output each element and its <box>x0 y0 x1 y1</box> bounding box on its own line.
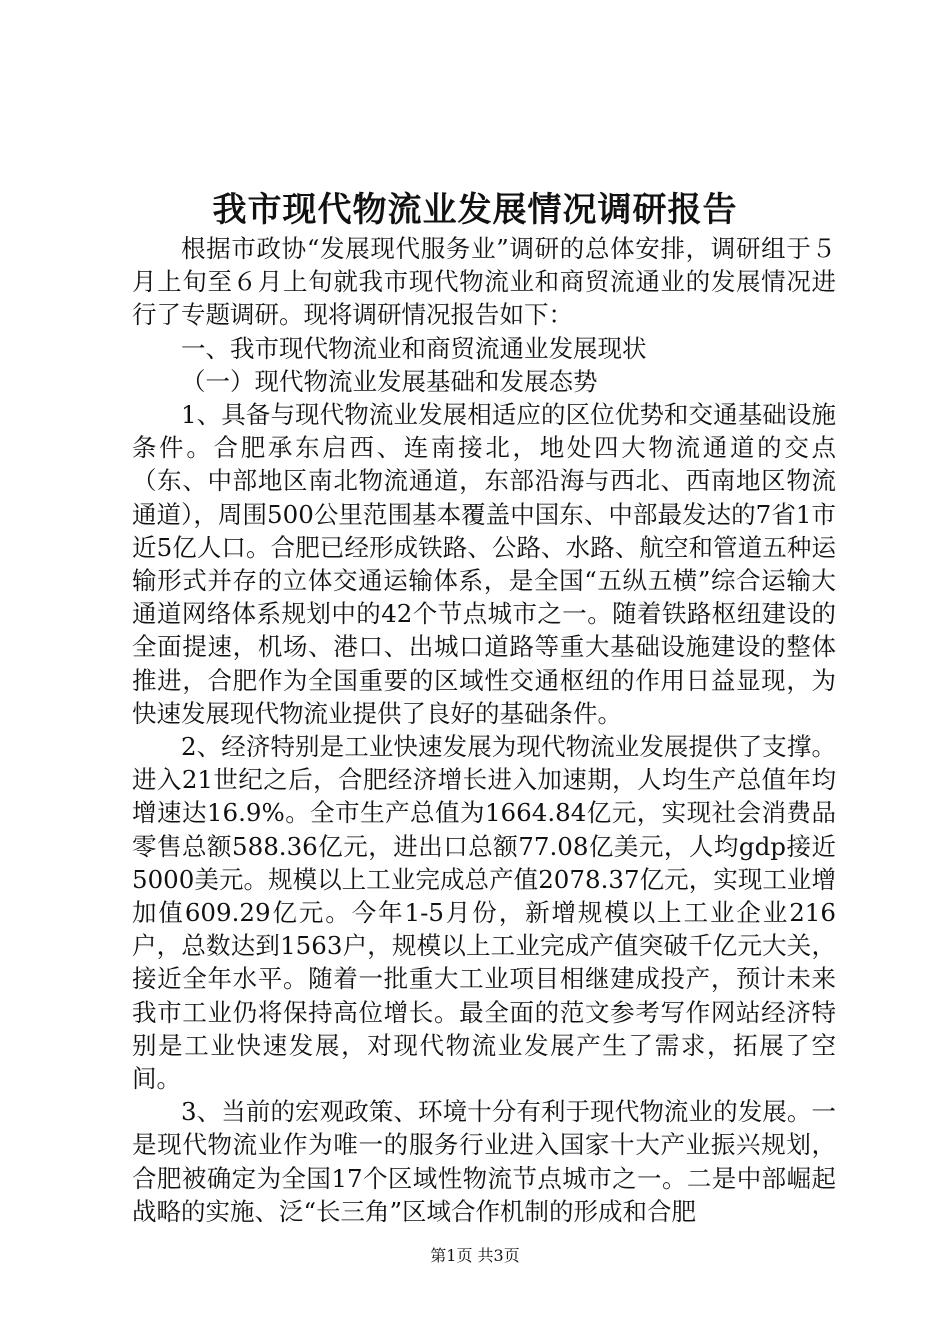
body-paragraph: 2、经济特别是工业快速发展为现代物流业发展提供了支撑。进入21世纪之后，合肥经济增长进入加速期，人均生产总值年均增速达16.9%。全市生产总值为1664.84亿元，实现社会消费品零售总额588.36亿元，进出口总额77.08亿美元，人均gdp接近5000美元。规模以上工业完成总产值2078.37亿元，实现工业增加值609.29亿元。今年1-5月份，新增规模以上工业企业216户，总数达到1563户，规模以上工业完成产值突破千亿元大关，接近全年水平。随着一批重大工业项目相继建成投产，预计未来我市工业仍将保持高位增长。最全面的范文参考写作网站经济特别是工业快速发展，对现代物流业发展产生了需求，拓展了空间。 <box>132 732 836 1094</box>
page-footer: 第1页 共3页 <box>430 1246 520 1265</box>
subsection-heading: （一）现代物流业发展基础和发展态势 <box>181 366 598 396</box>
body-paragraph: 3、当前的宏观政策、环境十分有利于现代物流业的发展。一是现代物流业作为唯一的服务行业进入国家十大产业振兴规划，合肥被确定为全国17个区域性物流节点城市之一。二是中部崛起战略的实施、泛“长三角”区域合作机制的形成和合肥 <box>132 1097 836 1226</box>
intro-paragraph: 根据市政协“发展现代服务业”调研的总体安排，调研组于５月上旬至６月上旬就我市现代物流业和商贸流通业的发展情况进行了专题调研。现将调研情况报告如下： <box>132 234 836 330</box>
body-paragraph: 1、具备与现代物流业发展相适应的区位优势和交通基础设施条件。合肥承东启西、连南接北，地处四大物流通道的交点（东、中部地区南北物流通道，东部沿海与西北、西南地区物流通道），周围500公里范围基本覆盖中国东、中部最发达的7省1市近5亿人口。合肥已经形成铁路、公路、水路、航空和管道五种运输形式并存的立体交通运输体系，是全国“五纵五横”综合运输大通道网络体系规划中的42个节点城市之一。随着铁路枢纽建设的全面提速，机场、港口、出城口道路等重大基础设施建设的整体推进，合肥作为全国重要的区域性交通枢纽的作用日益显现，为快速发展现代物流业提供了良好的基础条件。 <box>132 400 836 728</box>
document-title: 我市现代物流业发展情况调研报告 <box>212 190 738 230</box>
section-heading: 一、我市现代物流业和商贸流通业发展现状 <box>181 333 647 363</box>
document-body <box>132 232 836 1228</box>
